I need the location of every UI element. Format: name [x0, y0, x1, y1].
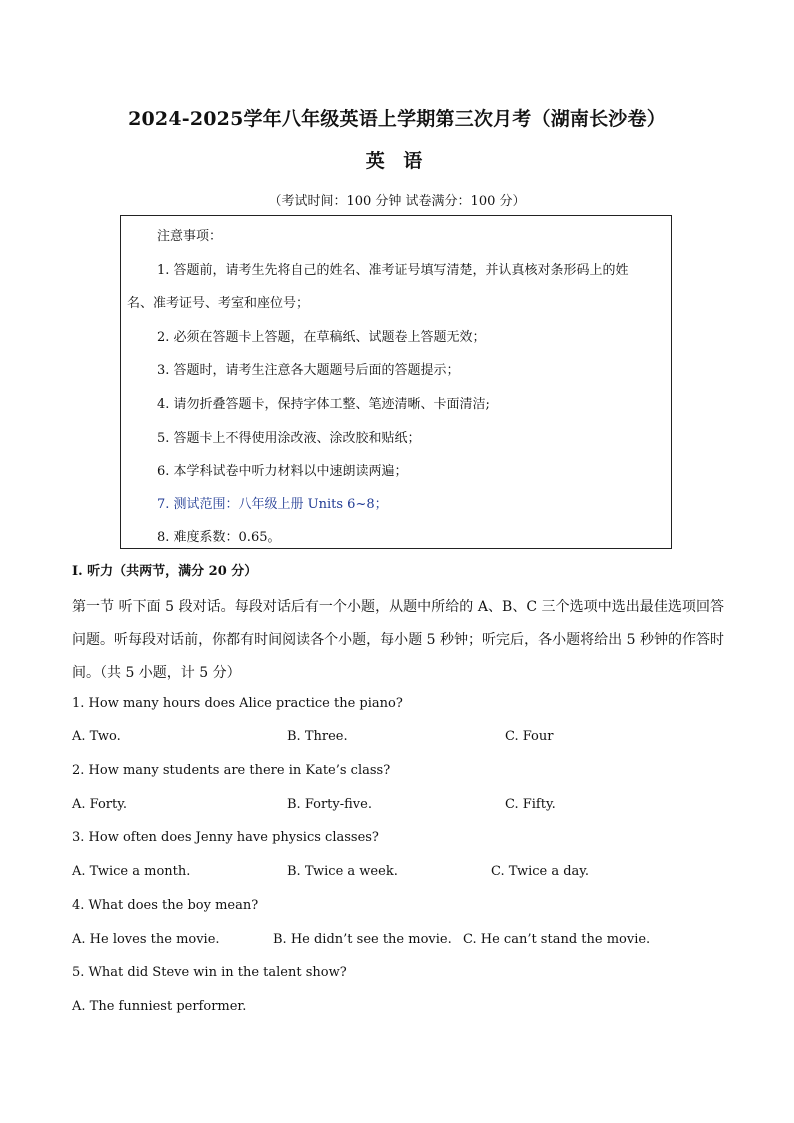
notice-item-7: 7. 测试范围：八年级上册 Units 6~8；: [157, 497, 388, 512]
question-5: 5. What did Steve win in the talent show?: [72, 965, 347, 980]
q2-option-c: C. Fifty.: [505, 797, 556, 812]
notice-title: 注意事项：: [157, 229, 223, 244]
q5-option-a: A. The funniest performer.: [72, 999, 247, 1014]
q3-option-a: A. Twice a month.: [72, 864, 191, 879]
notice-item-4: 4. 请勿折叠答题卡，保持字体工整、笔迹清晰、卡面清洁;: [157, 397, 490, 412]
notice-item-1-cont: 名、准考证号、考室和座位号；: [127, 296, 310, 311]
question-1: 1. How many hours does Alice practice the piano?: [72, 696, 403, 711]
notice-item-3: 3. 答题时，请考生注意各大题题号后面的答题提示；: [157, 363, 460, 378]
q2-option-a: A. Forty.: [72, 797, 127, 812]
section-instructions: 第一节 听下面 5 段对话。每段对话后有一个小题，从题中所给的 A、B、C 三个选项中选出最佳选项回答问题。听每段对话前，你都有时间阅读各个小题，每小题 5 秒钟；听完后，各小题将给出 5 秒钟的作答时间。（共 5 小题，计 5 分）: [72, 599, 724, 681]
notice-item-6: 6. 本学科试卷中听力材料以中速朗读两遍；: [157, 464, 408, 479]
q2-option-b: B. Forty-five.: [287, 797, 372, 812]
q1-option-c: C. Four: [505, 729, 554, 744]
q3-option-c: C. Twice a day.: [491, 864, 590, 879]
q4-option-b: B. He didn’t see the movie.: [273, 932, 452, 947]
exam-info: （考试时间：100 分钟 试卷满分：100 分）: [268, 194, 526, 209]
notice-item-5: 5. 答题卡上不得使用涂改液、涂改胶和贴纸；: [157, 431, 421, 446]
notice-item-8: 8. 难度系数：0.65。: [157, 530, 281, 545]
q3-option-b: B. Twice a week.: [287, 864, 398, 879]
q1-option-a: A. Two.: [72, 729, 121, 744]
subject-title: 英 语: [365, 150, 429, 172]
question-2: 2. How many students are there in Kate’s class?: [72, 763, 391, 778]
section-heading-listening: I. 听力（共两节，满分 20 分）: [72, 564, 258, 579]
notice-item-2: 2. 必须在答题卡上答题，在草稿纸、试题卷上答题无效；: [157, 330, 486, 345]
notice-item-1: 1. 答题前，请考生先将自己的姓名、准考证号填写清楚，并认真核对条形码上的姓: [157, 263, 629, 278]
question-3: 3. How often does Jenny have physics classes?: [72, 830, 379, 845]
exam-title: 2024-2025学年八年级英语上学期第三次月考（湖南长沙卷）: [128, 108, 666, 130]
q1-option-b: B. Three.: [287, 729, 348, 744]
q4-option-c: C. He can’t stand the movie.: [463, 932, 651, 947]
q4-option-a: A. He loves the movie.: [72, 932, 220, 947]
question-4: 4. What does the boy mean?: [72, 898, 259, 913]
notice-box: [120, 215, 672, 549]
